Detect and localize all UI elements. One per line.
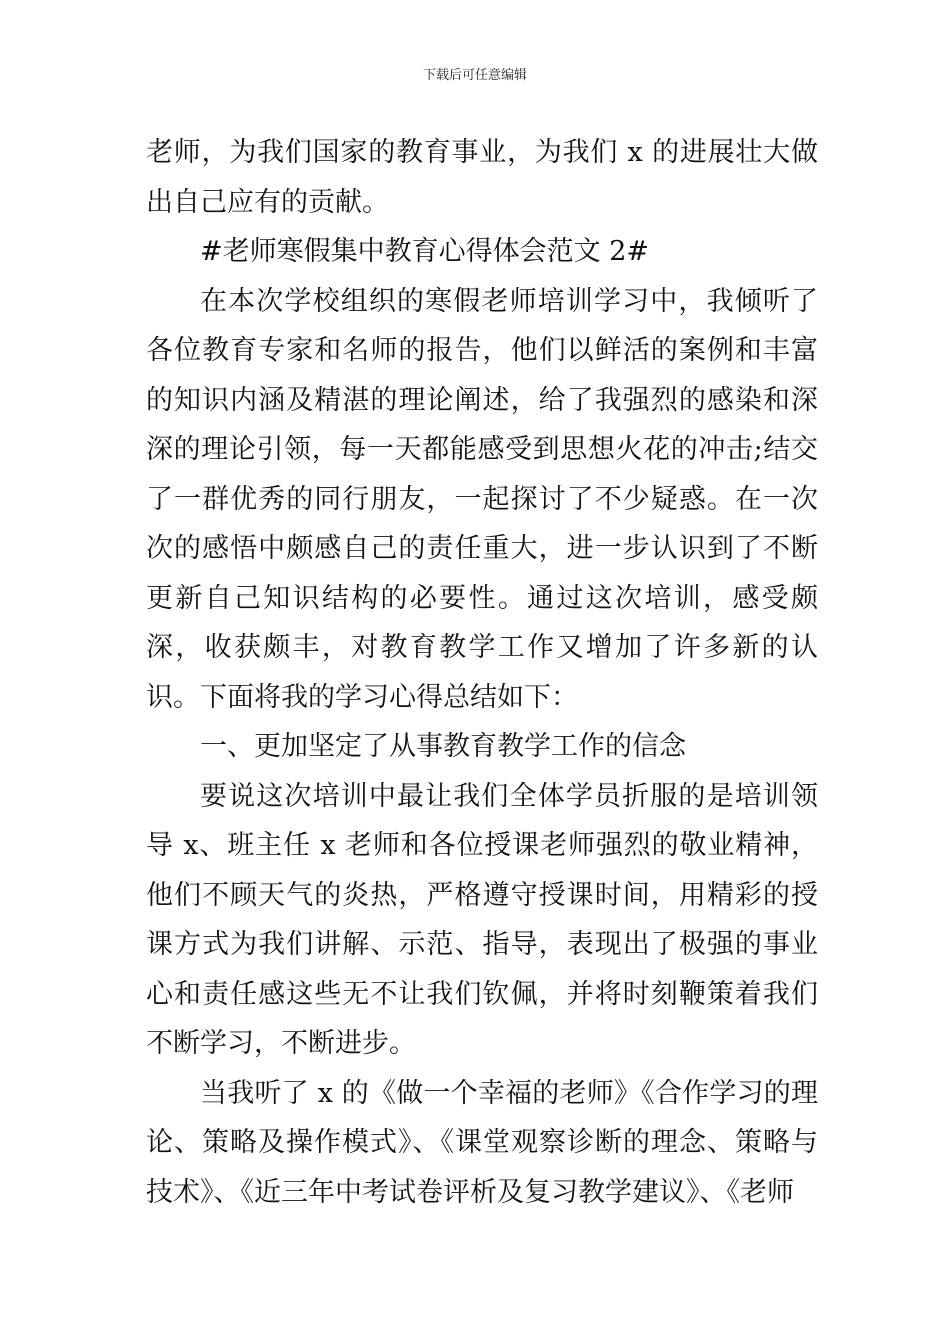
- section-heading: #老师寒假集中教育心得体会范文 2#: [200, 236, 650, 267]
- page-header: 下载后可任意编辑: [422, 68, 527, 83]
- paragraph-continuation: 老师，为我们国家的教育事业，为我们 x 的进展壮大做出自己应有的贡献。: [146, 137, 818, 218]
- paragraph-intro: 在本次学校组织的寒假老师培训学习中，我倾听了各位教育专家和名师的报告，他们以鲜活的案例和丰富的知识内涵及精湛的理论阐述，给了我强烈的感染和深深的理论引领，每一天都能感受到思想火花的冲击;结交了一群优秀的同行朋友，一起探讨了不少疑惑。在一次次的感悟中颇感自己的责任重大，进一步认识到了不断更新自己知识结构的必要性。通过这次培训，感受颇深，收获颇丰，对教育教学工作又增加了许多新的认识。下面将我的学习心得总结如下：: [146, 285, 818, 713]
- document-body: [146, 128, 818, 1217]
- subheading-one: 一、更加坚定了从事教育教学工作的信念: [200, 731, 686, 762]
- paragraph-lectures: 当我听了 x 的《做一个幸福的老师》《合作学习的理论、策略及操作模式》、《课堂观察诊断的理念、策略与技术》、《近三年中考试卷评析及复习教学建议》、《老师: [146, 1077, 818, 1208]
- paragraph-dedication: 要说这次培训中最让我们全体学员折服的是培训领导 x、班主任 x 老师和各位授课老师强烈的敬业精神，他们不顾天气的炎热，严格遵守授课时间，用精彩的授课方式为我们讲解、示范、指导，表现出了极强的事业心和责任感这些无不让我们钦佩，并将时刻鞭策着我们不断学习，不断进步。: [146, 780, 818, 1059]
